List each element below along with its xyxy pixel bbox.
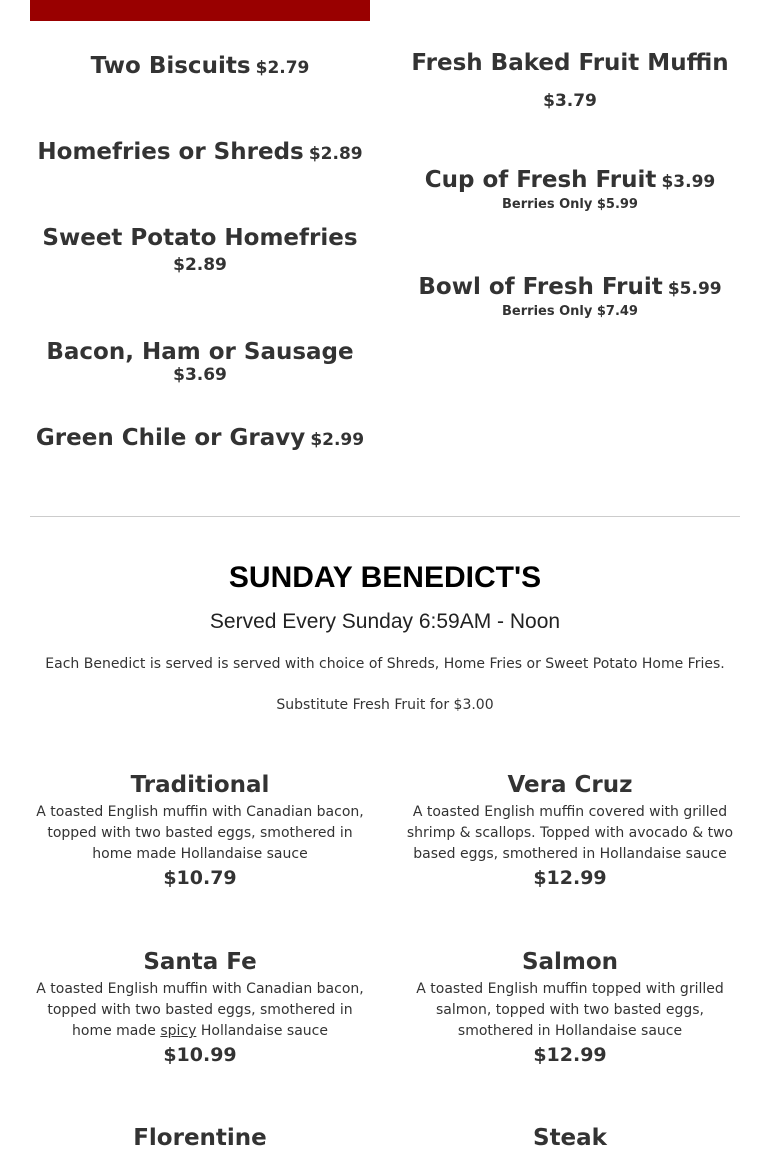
spicy-link[interactable]: spicy <box>160 1023 197 1039</box>
item-price: $2.89 <box>173 255 227 275</box>
item-subprice: Berries Only $7.49 <box>502 304 638 319</box>
benedict-item <box>400 1123 740 1153</box>
benedict-item <box>30 1123 370 1153</box>
benedict-description <box>30 979 370 1042</box>
benedict-item <box>400 947 740 1066</box>
benedict-name: Steak <box>533 1125 607 1151</box>
benedict-price: $10.79 <box>163 867 237 889</box>
item-name: Bowl of Fresh Fruit <box>418 274 663 300</box>
item-subprice: Berries Only $5.99 <box>502 197 638 212</box>
desc-text: A toasted English muffin with Canadian bacon, topped with two basted eggs, smothered in home made <box>36 981 364 1039</box>
benedict-name: Vera Cruz <box>507 772 633 798</box>
section-title: SUNDAY BENEDICT'S <box>228 561 542 594</box>
item-price: $2.79 <box>255 58 310 78</box>
desc-text: Hollandaise sauce <box>196 1023 328 1039</box>
benedict-item <box>30 947 370 1066</box>
item-name: Sweet Potato Homefries <box>42 225 358 251</box>
item-name: Homefries or Shreds <box>37 139 304 165</box>
item-price: $2.89 <box>308 144 363 164</box>
item-name: Green Chile or Gravy <box>35 425 306 451</box>
item-price: $3.69 <box>173 365 227 385</box>
side-item <box>400 274 740 319</box>
side-item <box>30 139 370 165</box>
side-item <box>400 167 740 212</box>
item-price: $3.99 <box>661 172 716 192</box>
side-item <box>30 339 370 385</box>
benedict-description: A toasted English muffin covered with grilled shrimp & scallops. Topped with avocado & two based eggs, smothered in Hollandaise sauce <box>406 804 734 862</box>
section-note: Substitute Fresh Fruit for $3.00 <box>276 697 494 713</box>
side-item <box>30 225 370 275</box>
benedict-price: $10.99 <box>163 1044 237 1066</box>
item-name: Bacon, Ham or Sausage <box>46 339 354 365</box>
sides-right-column <box>400 0 740 480</box>
item-price: $3.79 <box>543 91 597 111</box>
benedict-description: A toasted English muffin with Canadian bacon, topped with two basted eggs, smothered in home made Hollandaise sauce <box>36 804 364 862</box>
side-item <box>400 45 740 119</box>
section-divider <box>30 516 740 517</box>
benedict-price: $12.99 <box>533 867 607 889</box>
benedict-item <box>30 770 370 889</box>
benedict-name: Santa Fe <box>143 949 257 975</box>
benedict-price: $12.99 <box>533 1044 607 1066</box>
item-price: $5.99 <box>667 279 722 299</box>
benedict-name: Traditional <box>130 772 270 798</box>
side-item <box>30 425 370 451</box>
section-subtitle: Served Every Sunday 6:59AM - Noon <box>209 610 561 633</box>
item-name: Cup of Fresh Fruit <box>424 167 657 193</box>
item-name: Two Biscuits <box>90 53 251 79</box>
side-item <box>30 53 370 79</box>
benedict-description: A toasted English muffin topped with grilled salmon, topped with two basted eggs, smothered in Hollandaise sauce <box>416 981 724 1039</box>
benedict-item <box>400 770 740 889</box>
benedict-name: Florentine <box>133 1125 267 1151</box>
section-note: Each Benedict is served is served with choice of Shreds, Home Fries or Sweet Potato Home Fries. <box>45 656 725 672</box>
sides-left-column <box>30 0 370 480</box>
benedict-name: Salmon <box>521 949 619 975</box>
item-name: Fresh Baked Fruit Muffin <box>411 50 729 76</box>
item-price: $2.99 <box>310 430 365 450</box>
